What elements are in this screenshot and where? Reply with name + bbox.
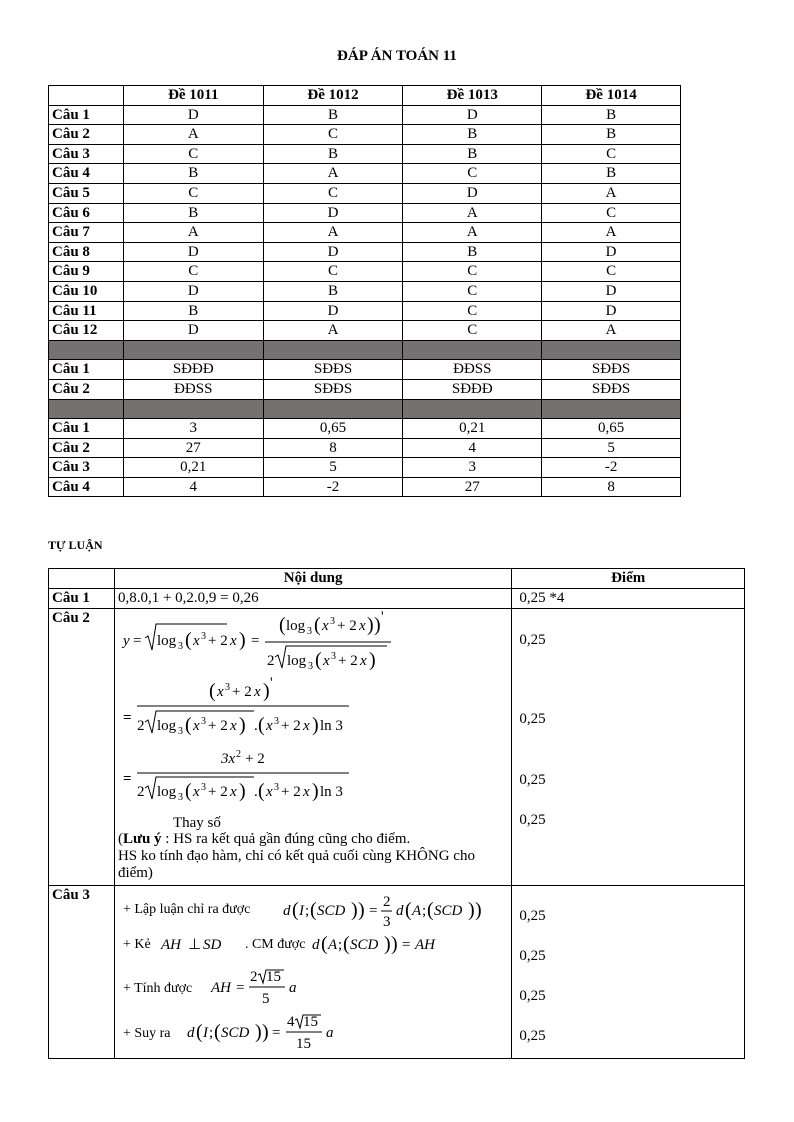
svg-text:.: . (253, 783, 258, 800)
answer-cell: D (123, 105, 263, 125)
answer-cell: C (542, 203, 681, 223)
answer-cell: C (263, 125, 403, 145)
svg-text:+ 2: + 2 (207, 717, 228, 734)
svg-text:a: a (325, 1024, 334, 1041)
separator-cell (403, 399, 542, 419)
answer-cell: SĐĐĐ (403, 379, 542, 399)
answer-row (49, 203, 681, 223)
svg-text:': ' (269, 674, 273, 691)
note-text-2: HS ko tính đạo hàm, chỉ có kết quả cuối cùng KHÔNG cho điểm) (117, 847, 475, 881)
q3-formulas (115, 886, 513, 1058)
essay-row-q2 (49, 608, 745, 885)
svg-text:x: x (359, 652, 367, 669)
answer-row (49, 379, 681, 399)
row-label: Câu 1 (49, 105, 124, 125)
row-label: Câu 5 (49, 183, 124, 203)
svg-text:': ' (380, 608, 384, 625)
svg-text:I: I (298, 902, 304, 919)
svg-text:d: d (311, 936, 320, 953)
svg-text:=: = (122, 770, 132, 787)
separator-cell (403, 340, 542, 360)
svg-text:d: d (395, 902, 404, 919)
q2-substitute: Thay số (172, 814, 221, 831)
row-label: Câu 11 (49, 301, 124, 321)
essay-row-q3 (49, 885, 745, 1058)
svg-text:): ) (262, 679, 270, 702)
svg-text:3: 3 (273, 781, 279, 793)
separator-cell (49, 340, 124, 360)
svg-text:(: ( (213, 1020, 221, 1043)
separator-cell (263, 399, 403, 419)
svg-text:): ) (383, 932, 391, 955)
answer-cell: D (542, 242, 681, 262)
svg-text:(: ( (313, 613, 321, 636)
answer-cell: D (263, 242, 403, 262)
svg-text:log: log (156, 783, 177, 800)
answer-row (49, 262, 681, 282)
answer-cell: 5 (263, 458, 403, 478)
answer-cell: 0,21 (123, 458, 263, 478)
answer-cell: ĐĐSS (123, 379, 263, 399)
svg-text:SCD: SCD (220, 1024, 250, 1041)
svg-text:A: A (411, 902, 422, 919)
points-value: 0,25 (519, 710, 546, 727)
essay-header-row (49, 569, 745, 589)
svg-text:15: 15 (295, 1035, 311, 1052)
answer-cell: C (403, 262, 542, 282)
svg-text:): ) (350, 898, 358, 921)
header-cell: Đề 1012 (263, 86, 403, 106)
row-label: Câu 8 (49, 242, 124, 262)
q3-points (512, 885, 745, 1058)
svg-text:ln 3: ln 3 (319, 717, 343, 734)
points-value: 0,25 (519, 1027, 546, 1044)
answer-cell: 4 (123, 477, 263, 497)
answer-cell: 0,65 (263, 419, 403, 439)
answer-cell: SĐĐS (263, 379, 403, 399)
answer-cell: C (263, 183, 403, 203)
answer-row (49, 477, 681, 497)
answer-cell: C (542, 144, 681, 164)
svg-text:.: . (253, 717, 258, 734)
svg-text:(: ( (342, 932, 350, 955)
answer-cell: C (403, 281, 542, 301)
answer-row (49, 144, 681, 164)
svg-text:3: 3 (177, 725, 183, 737)
svg-text:;: ; (208, 1024, 214, 1041)
answer-cell: SĐĐS (542, 360, 681, 380)
answer-row (49, 125, 681, 145)
svg-text:): ) (238, 779, 246, 802)
svg-text:3x: 3x (220, 750, 236, 767)
answer-cell: B (542, 125, 681, 145)
row-label: Câu 2 (49, 608, 115, 885)
answer-cell: C (542, 262, 681, 282)
row-label: Câu 9 (49, 262, 124, 282)
svg-text:x: x (265, 717, 273, 734)
svg-text:2: 2 (235, 748, 241, 760)
svg-text:x: x (322, 652, 330, 669)
svg-text:x: x (358, 617, 366, 634)
q3-step1: + Lập luận chỉ ra được (122, 901, 251, 917)
svg-text:x: x (192, 783, 200, 800)
svg-text:3: 3 (382, 913, 391, 930)
answer-cell: C (403, 321, 542, 341)
row-label: Câu 3 (49, 885, 115, 1058)
answer-cell: D (123, 321, 263, 341)
answer-cell: -2 (542, 458, 681, 478)
svg-text:(: ( (184, 713, 192, 736)
svg-text:(: ( (257, 713, 265, 736)
svg-text:ln 3: ln 3 (319, 783, 343, 800)
row-label: Câu 6 (49, 203, 124, 223)
answer-cell: 3 (123, 419, 263, 439)
points-value: 0,25 (519, 811, 546, 828)
svg-text:⊥: ⊥ (187, 936, 202, 953)
q3-step4: + Suy ra (122, 1025, 171, 1041)
svg-text:I: I (202, 1024, 208, 1041)
answer-row (49, 281, 681, 301)
q2-points (512, 608, 745, 885)
answer-cell: B (403, 242, 542, 262)
header-cell: Điểm (512, 569, 745, 589)
answer-cell: B (263, 281, 403, 301)
answer-cell: C (403, 301, 542, 321)
q2-content (114, 608, 511, 885)
svg-text:AH: AH (210, 979, 231, 996)
svg-text:3: 3 (200, 630, 206, 642)
svg-text:): ) (238, 628, 246, 651)
svg-text:=: = (250, 632, 260, 649)
svg-text:x: x (265, 783, 273, 800)
svg-text:3: 3 (329, 615, 335, 627)
svg-text:SCD: SCD (349, 936, 379, 953)
answer-cell: 0,21 (403, 419, 542, 439)
answer-row (49, 242, 681, 262)
note-text: : HS ra kết quả gần đúng cũng cho điểm. (161, 830, 411, 847)
answer-row (49, 105, 681, 125)
svg-text:x: x (229, 783, 237, 800)
svg-text:(: ( (426, 898, 434, 921)
svg-text:): ) (373, 613, 381, 636)
svg-text:x: x (302, 783, 310, 800)
row-label: Câu 10 (49, 281, 124, 301)
svg-text:;: ; (304, 902, 310, 919)
separator-cell (542, 399, 681, 419)
section-separator-row (49, 399, 681, 419)
q3-step3: + Tính được (122, 980, 193, 996)
answer-cell: D (403, 105, 542, 125)
answer-row (49, 164, 681, 184)
answer-key-header (49, 86, 681, 106)
answer-row (49, 458, 681, 478)
answer-cell: 3 (403, 458, 542, 478)
svg-text:3: 3 (307, 660, 313, 672)
answer-cell: B (123, 203, 263, 223)
svg-text:+ 2: + 2 (337, 652, 358, 669)
section-separator-row (49, 340, 681, 360)
header-cell: Đề 1014 (542, 86, 681, 106)
answer-cell: C (263, 262, 403, 282)
section-title: TỰ LUẬN (48, 538, 103, 552)
answer-cell: C (123, 144, 263, 164)
svg-text:): ) (357, 898, 365, 921)
answer-cell: D (123, 281, 263, 301)
answer-cell: 8 (542, 477, 681, 497)
header-cell (49, 569, 115, 589)
separator-cell (49, 399, 124, 419)
svg-text:x: x (216, 683, 224, 700)
separator-cell (263, 340, 403, 360)
svg-text:2: 2 (136, 783, 145, 800)
svg-text:15: 15 (265, 968, 281, 985)
answer-row (49, 223, 681, 243)
answer-cell: B (123, 164, 263, 184)
row-label: Câu 4 (49, 477, 124, 497)
answer-row (49, 419, 681, 439)
answer-cell: SĐĐS (542, 379, 681, 399)
svg-text:3: 3 (177, 640, 183, 652)
svg-text:+ 2: + 2 (207, 783, 228, 800)
svg-text:3: 3 (330, 650, 336, 662)
answer-row (49, 301, 681, 321)
answer-cell: B (263, 105, 403, 125)
answer-cell: A (542, 321, 681, 341)
svg-text:=: = (122, 709, 132, 726)
answer-cell: 5 (542, 438, 681, 458)
svg-text:(: ( (184, 628, 192, 651)
row-label: Câu 2 (49, 125, 124, 145)
answer-cell: -2 (263, 477, 403, 497)
essay-row-q1 (49, 589, 745, 609)
svg-text:3: 3 (200, 781, 206, 793)
row-label: Câu 1 (49, 419, 124, 439)
answer-cell: B (403, 125, 542, 145)
note-label: Lưu ý (122, 830, 162, 847)
svg-text:A: A (327, 936, 338, 953)
svg-text:log: log (286, 652, 307, 669)
answer-cell: D (542, 301, 681, 321)
answer-cell: SĐĐĐ (123, 360, 263, 380)
row-label: Câu 4 (49, 164, 124, 184)
answer-cell: D (542, 281, 681, 301)
svg-text:(: ( (291, 898, 299, 921)
svg-text:=: = (271, 1024, 281, 1041)
answer-cell: C (123, 183, 263, 203)
svg-text:3: 3 (177, 791, 183, 803)
row-label: Câu 1 (49, 360, 124, 380)
svg-text:): ) (366, 613, 374, 636)
points-value: 0,25 (519, 907, 546, 924)
row-label: Câu 1 (49, 589, 115, 609)
svg-text:x: x (229, 717, 237, 734)
svg-text:+ 2: + 2 (231, 683, 252, 700)
points-value: 0,25 (519, 987, 546, 1004)
svg-text:a: a (288, 979, 297, 996)
answer-cell: SĐĐS (263, 360, 403, 380)
row-label: Câu 7 (49, 223, 124, 243)
answer-cell: D (263, 301, 403, 321)
svg-text:+ 2: + 2 (244, 750, 265, 767)
answer-cell: 4 (403, 438, 542, 458)
q3-step2: + Kẻ (122, 936, 151, 952)
svg-text:x: x (302, 717, 310, 734)
svg-text:): ) (390, 932, 398, 955)
svg-text:): ) (311, 713, 319, 736)
answer-cell: D (123, 242, 263, 262)
answer-cell: A (403, 203, 542, 223)
svg-text:(: ( (314, 648, 322, 671)
svg-text:): ) (368, 648, 376, 671)
row-label: Câu 3 (49, 458, 124, 478)
svg-text:): ) (311, 779, 319, 802)
svg-text:x: x (321, 617, 329, 634)
svg-text:AH: AH (160, 936, 181, 953)
svg-text:;: ; (337, 936, 343, 953)
svg-text:(: ( (404, 898, 412, 921)
points-value: 0,25 (519, 631, 546, 648)
header-cell: Nội dung (114, 569, 511, 589)
essay-table (48, 568, 745, 1059)
answer-cell: 27 (403, 477, 542, 497)
svg-text:2: 2 (382, 893, 391, 910)
svg-text:x: x (192, 717, 200, 734)
answer-row (49, 360, 681, 380)
svg-text:): ) (261, 1020, 269, 1043)
svg-text:15: 15 (302, 1013, 318, 1030)
answer-cell: A (263, 321, 403, 341)
row-label: Câu 2 (49, 438, 124, 458)
separator-cell (123, 399, 263, 419)
q2-formula (115, 609, 513, 819)
q1-content: 0,8.0,1 + 0,2.0,9 = 0,26 (114, 589, 511, 609)
svg-text:(: ( (195, 1020, 203, 1043)
row-label: Câu 2 (49, 379, 124, 399)
svg-text:=: = (368, 902, 378, 919)
svg-text:x: x (192, 632, 200, 649)
svg-text:2: 2 (136, 717, 145, 734)
points-value: 0,25 (519, 771, 546, 788)
svg-text:(: ( (309, 898, 317, 921)
svg-text:+ 2: + 2 (336, 617, 357, 634)
answer-cell: B (263, 144, 403, 164)
header-cell: Đề 1011 (123, 86, 263, 106)
svg-text:+ 2: + 2 (280, 717, 301, 734)
answer-key-table (48, 85, 681, 497)
svg-text:(: ( (278, 613, 286, 636)
answer-cell: D (263, 203, 403, 223)
separator-cell (123, 340, 263, 360)
answer-cell: D (403, 183, 542, 203)
svg-text:SCD: SCD (433, 902, 463, 919)
answer-cell: A (123, 125, 263, 145)
svg-text:3: 3 (306, 625, 312, 637)
svg-text:5: 5 (261, 990, 270, 1007)
row-label: Câu 3 (49, 144, 124, 164)
answer-cell: B (542, 164, 681, 184)
answer-cell: A (263, 223, 403, 243)
answer-row (49, 321, 681, 341)
svg-text:AH: AH (414, 936, 435, 953)
answer-row (49, 438, 681, 458)
svg-text:SD: SD (202, 936, 222, 953)
answer-cell: A (542, 223, 681, 243)
answer-cell: A (123, 223, 263, 243)
svg-text:log: log (156, 632, 177, 649)
svg-text:;: ; (421, 902, 427, 919)
q3-step2-mid: . CM được (244, 936, 306, 952)
answer-cell: ĐĐSS (403, 360, 542, 380)
points-value: 0,25 (519, 947, 546, 964)
q3-content (114, 885, 511, 1058)
svg-text:2: 2 (249, 968, 258, 985)
answer-cell: B (403, 144, 542, 164)
svg-text:): ) (474, 898, 482, 921)
answer-cell: A (263, 164, 403, 184)
answer-cell: 0,65 (542, 419, 681, 439)
svg-text:4: 4 (286, 1013, 295, 1030)
answer-cell: C (123, 262, 263, 282)
svg-text:2: 2 (266, 652, 275, 669)
svg-text:y: y (122, 632, 130, 649)
header-cell: Đề 1013 (403, 86, 542, 106)
answer-cell: 8 (263, 438, 403, 458)
svg-text:=: = (132, 632, 142, 649)
answer-cell: C (403, 164, 542, 184)
svg-text:3: 3 (273, 715, 279, 727)
svg-text:(: ( (184, 779, 192, 802)
answer-cell: A (403, 223, 542, 243)
row-label: Câu 12 (49, 321, 124, 341)
answer-cell: 27 (123, 438, 263, 458)
page-title: ĐÁP ÁN TOÁN 11 (337, 48, 457, 64)
svg-text:d: d (186, 1024, 195, 1041)
svg-text:=: = (401, 936, 411, 953)
svg-text:=: = (235, 979, 245, 996)
svg-text:(: ( (257, 779, 265, 802)
svg-text:3: 3 (200, 715, 206, 727)
header-cell (49, 86, 124, 106)
svg-text:(: ( (208, 679, 216, 702)
svg-text:+ 2: + 2 (280, 783, 301, 800)
svg-text:log: log (285, 617, 306, 634)
answer-cell: A (542, 183, 681, 203)
q1-points: 0,25 *4 (512, 589, 745, 609)
svg-text:+ 2: + 2 (207, 632, 228, 649)
answer-row (49, 183, 681, 203)
svg-text:): ) (254, 1020, 262, 1043)
separator-cell (542, 340, 681, 360)
svg-text:log: log (156, 717, 177, 734)
answer-cell: B (542, 105, 681, 125)
svg-text:3: 3 (224, 681, 230, 693)
svg-text:SCD: SCD (316, 902, 346, 919)
svg-text:x: x (253, 683, 261, 700)
svg-text:(: ( (320, 932, 328, 955)
answer-cell: B (123, 301, 263, 321)
svg-text:d: d (282, 902, 291, 919)
svg-text:): ) (238, 713, 246, 736)
q2-note: (Lưu ý : HS ra kết quả gần đúng cũng cho điểm. HS ko tính đạo hàm, chỉ có kết quả cuối cùng KHÔNG cho điểm) (117, 830, 475, 881)
svg-text:): ) (467, 898, 475, 921)
svg-text:x: x (229, 632, 237, 649)
